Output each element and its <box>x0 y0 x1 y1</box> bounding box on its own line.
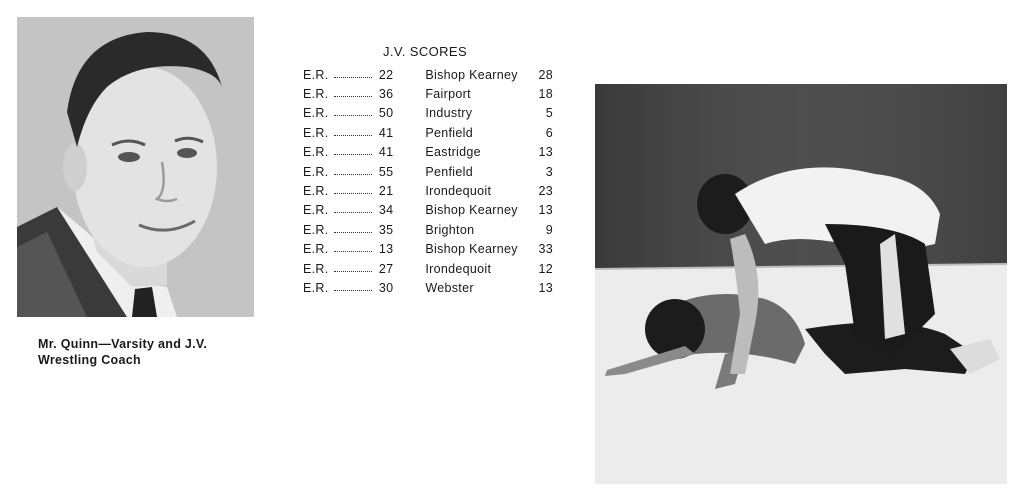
score-row <box>303 84 553 103</box>
score-row <box>303 240 553 259</box>
leader-dots <box>334 174 371 175</box>
leader-dots <box>334 212 371 213</box>
home-team: E.R. <box>303 67 329 82</box>
opponent-name: Webster <box>425 280 474 295</box>
home-score: 50 <box>378 106 394 121</box>
leader-dots <box>334 135 371 136</box>
home-team: E.R. <box>303 125 329 140</box>
home-score: 27 <box>378 261 394 276</box>
score-row <box>303 201 553 220</box>
opponent-name: Penfield <box>425 164 473 179</box>
score-row <box>303 123 553 142</box>
leader-dots <box>334 232 371 233</box>
score-row <box>303 220 553 239</box>
opponent-name: Eastridge <box>425 145 481 160</box>
home-team: E.R. <box>303 222 329 237</box>
home-team: E.R. <box>303 145 329 160</box>
leader-dots <box>334 77 371 78</box>
coach-caption: Mr. Quinn—Varsity and J.V. Wrestling Coach <box>38 337 208 367</box>
opponent-name: Irondequoit <box>425 261 492 276</box>
opponent-score: 9 <box>545 222 554 237</box>
opponent-name: Bishop Kearney <box>425 67 518 82</box>
wrestling-scene-illustration <box>595 84 1007 484</box>
home-team: E.R. <box>303 203 329 218</box>
opponent-score: 28 <box>538 67 554 82</box>
score-row <box>303 259 553 278</box>
home-team: E.R. <box>303 164 329 179</box>
opponent-name: Fairport <box>425 87 471 102</box>
opponent-score: 13 <box>538 145 554 160</box>
scores-title: J.V. SCORES <box>382 44 468 59</box>
home-score: 21 <box>378 184 394 199</box>
home-score: 36 <box>378 87 394 102</box>
home-team: E.R. <box>303 261 329 276</box>
leader-dots <box>334 271 371 272</box>
coach-portrait-illustration <box>17 17 254 317</box>
opponent-name: Bishop Kearney <box>425 203 518 218</box>
home-score: 55 <box>378 164 394 179</box>
scores-table <box>303 65 553 298</box>
home-score: 22 <box>378 67 394 82</box>
home-team: E.R. <box>303 106 329 121</box>
opponent-score: 3 <box>545 164 554 179</box>
leader-dots <box>334 290 371 291</box>
score-row <box>303 181 553 200</box>
home-team: E.R. <box>303 280 329 295</box>
score-row <box>303 278 553 297</box>
opponent-name: Irondequoit <box>425 184 492 199</box>
coach-photo <box>17 17 254 317</box>
opponent-score: 23 <box>538 184 554 199</box>
home-team: E.R. <box>303 242 329 257</box>
home-score: 13 <box>378 242 394 257</box>
opponent-score: 13 <box>538 203 554 218</box>
opponent-name: Penfield <box>425 125 473 140</box>
opponent-name: Bishop Kearney <box>425 242 518 257</box>
opponent-name: Brighton <box>425 222 475 237</box>
leader-dots <box>334 251 371 252</box>
opponent-score: 33 <box>538 242 554 257</box>
score-row <box>303 143 553 162</box>
opponent-score: 12 <box>538 261 554 276</box>
opponent-score: 6 <box>545 125 554 140</box>
home-score: 41 <box>378 125 394 140</box>
score-row <box>303 104 553 123</box>
home-score: 35 <box>378 222 394 237</box>
wrestling-photo <box>595 84 1007 484</box>
score-row <box>303 65 553 84</box>
opponent-score: 18 <box>538 87 554 102</box>
leader-dots <box>334 193 371 194</box>
home-score: 30 <box>378 280 394 295</box>
leader-dots <box>334 154 371 155</box>
opponent-score: 5 <box>545 106 554 121</box>
score-row <box>303 162 553 181</box>
home-score: 41 <box>378 145 394 160</box>
leader-dots <box>334 96 371 97</box>
home-team: E.R. <box>303 184 329 199</box>
home-score: 34 <box>378 203 394 218</box>
home-team: E.R. <box>303 87 329 102</box>
leader-dots <box>334 115 371 116</box>
opponent-score: 13 <box>538 280 554 295</box>
opponent-name: Industry <box>425 106 473 121</box>
